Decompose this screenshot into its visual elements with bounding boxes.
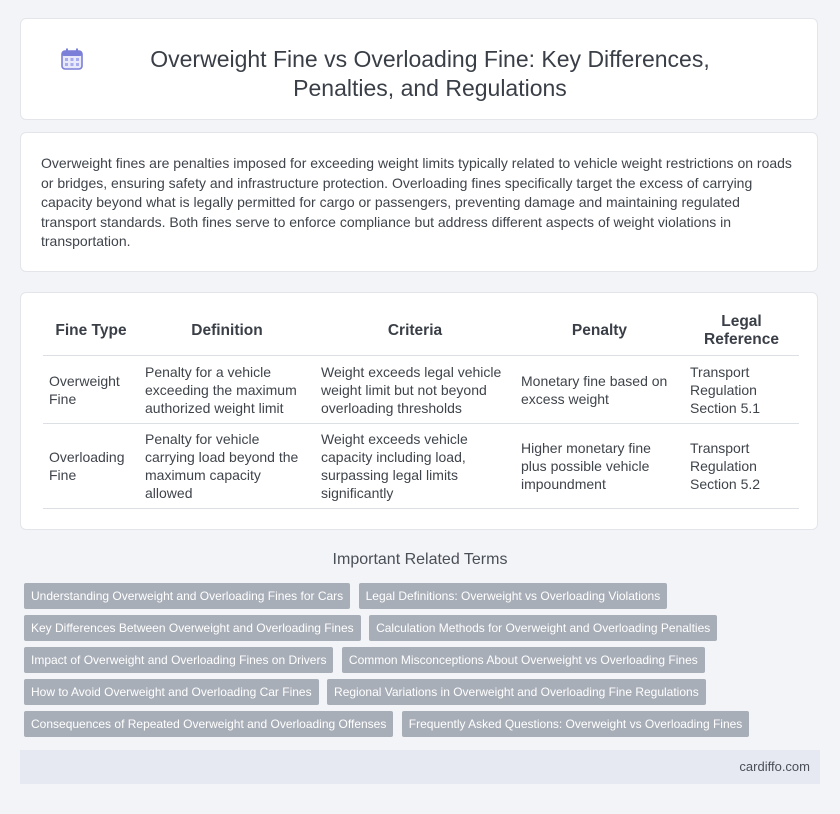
related-term-tag[interactable]: Key Differences Between Overweight and Overloading Fines [24, 615, 361, 641]
header-criteria: Criteria [315, 307, 515, 356]
header-penalty: Penalty [515, 307, 684, 356]
cell-criteria: Weight exceeds vehicle capacity including load, surpassing legal limits significantly [315, 424, 515, 509]
title-card [20, 18, 818, 120]
header-fine-type: Fine Type [43, 307, 139, 356]
related-terms-heading: Important Related Terms [332, 551, 508, 568]
header-definition: Definition [139, 307, 315, 356]
related-term-tag[interactable]: Understanding Overweight and Overloading Fines for Cars [24, 583, 350, 609]
cell-definition: Penalty for a vehicle exceeding the maximum authorized weight limit [139, 356, 315, 424]
related-term-tag[interactable]: Calculation Methods for Overweight and Overloading Penalties [369, 615, 717, 641]
table-header-row [43, 307, 799, 356]
cell-criteria: Weight exceeds legal vehicle weight limit but not beyond overloading thresholds [315, 356, 515, 424]
related-term-tag[interactable]: Consequences of Repeated Overweight and Overloading Offenses [24, 711, 393, 737]
cell-fine-type: Overloading Fine [43, 424, 139, 509]
page-title: Overweight Fine vs Overloading Fine: Key Differences, Penalties, and Regulations [150, 46, 710, 101]
cell-definition: Penalty for vehicle carrying load beyond the maximum capacity allowed [139, 424, 315, 509]
intro-card [20, 132, 818, 272]
header-legal-reference: Legal Reference [684, 307, 799, 356]
related-term-tag[interactable]: Frequently Asked Questions: Overweight vs Overloading Fines [402, 711, 750, 737]
cell-penalty: Monetary fine based on excess weight [515, 356, 684, 424]
cell-legal-reference: Transport Regulation Section 5.1 [684, 356, 799, 424]
cell-fine-type: Overweight Fine [43, 356, 139, 424]
related-term-tag[interactable]: Common Misconceptions About Overweight vs Overloading Fines [342, 647, 705, 673]
table-row [43, 424, 799, 509]
related-term-tag[interactable]: How to Avoid Overweight and Overloading Car Fines [24, 679, 319, 705]
cell-legal-reference: Transport Regulation Section 5.2 [684, 424, 799, 509]
footer [20, 750, 820, 784]
related-term-tag[interactable]: Legal Definitions: Overweight vs Overloading Violations [359, 583, 668, 609]
related-term-tag[interactable]: Impact of Overweight and Overloading Fines on Drivers [24, 647, 333, 673]
comparison-table-card [20, 292, 818, 530]
cell-penalty: Higher monetary fine plus possible vehicle impoundment [515, 424, 684, 509]
table-row [43, 356, 799, 424]
footer-site-link[interactable]: cardiffo.com [739, 759, 810, 774]
related-term-tag[interactable]: Regional Variations in Overweight and Overloading Fine Regulations [327, 679, 706, 705]
related-terms-list [24, 583, 824, 743]
comparison-table [43, 307, 799, 509]
intro-paragraph: Overweight fines are penalties imposed for exceeding weight limits typically related to vehicle weight restrictions on roads or bridges, ensuring safety and infrastructure protection. Overloading fines specifically target the excess of carrying capacity beyond what is legally permitted for cargo or passengers, preventing damage and maintaining regulated transport standards. Both fines serve to enforce compliance but address different aspects of weight violations in transportation. [41, 155, 792, 249]
